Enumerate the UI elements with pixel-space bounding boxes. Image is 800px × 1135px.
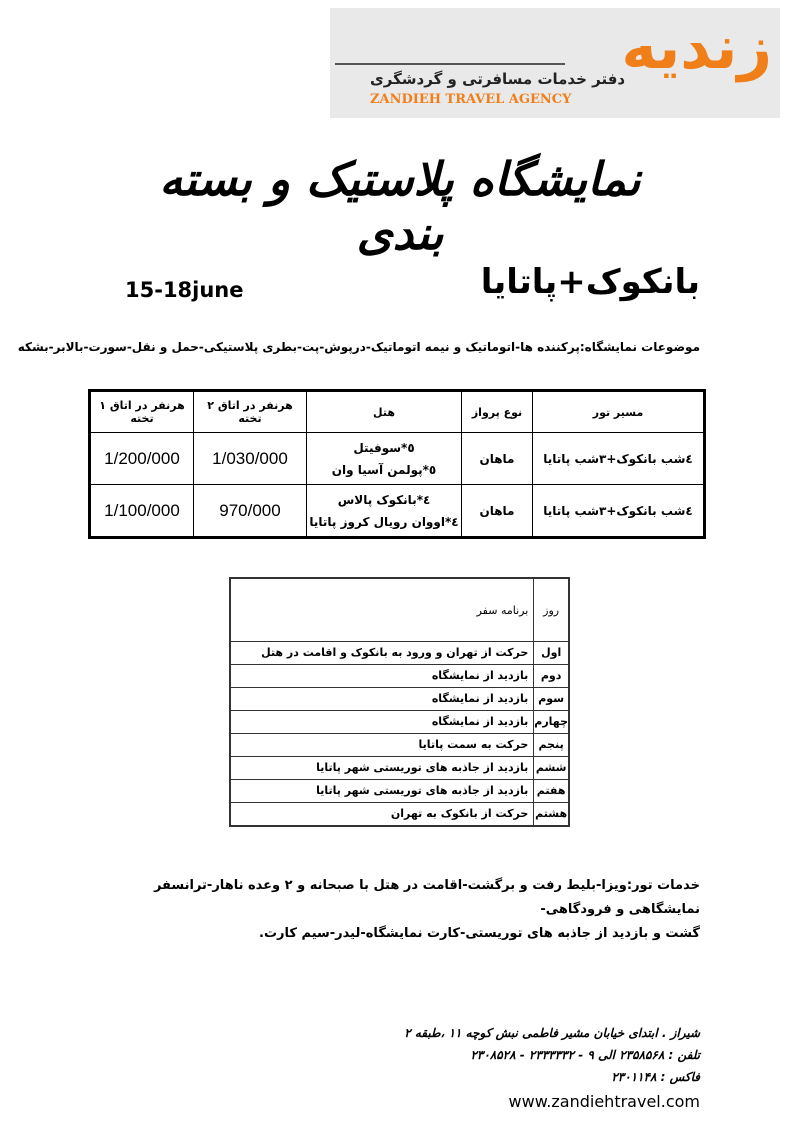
itinerary-header xyxy=(230,578,569,642)
exhibition-topics: موضوعات نمایشگاه:پرکننده ها-اتوماتیک و نیمه اتوماتیک-درپوش-پت-بطری پلاستیکی-حمل و نقل-سورت-بالابر-بشکه xyxy=(17,340,700,354)
cell-plan: حرکت از بانکوک به تهران xyxy=(230,802,534,826)
hotel-name: ٥*سوفیتل xyxy=(353,440,415,455)
cell-single-price: 1/100/000 xyxy=(91,485,194,537)
header-plan: برنامه سفر xyxy=(230,578,534,642)
cell-day: هشتم xyxy=(534,802,569,826)
cell-hotel xyxy=(307,485,462,537)
price-table-header xyxy=(91,392,704,433)
cell-airline: ماهان xyxy=(462,485,533,537)
agency-logo xyxy=(330,8,780,118)
table-row xyxy=(230,756,569,779)
table-row xyxy=(230,802,569,826)
cell-plan: بازدید از جاذبه های توریستی شهر پاتایا xyxy=(230,756,534,779)
header-airline: نوع پرواز xyxy=(462,392,533,433)
tour-services xyxy=(90,874,700,946)
page-title: نمایشگاه پلاستیک و بسته بندی xyxy=(159,152,641,260)
cell-plan: بازدید از جاذبه های توریستی شهر پاتایا xyxy=(230,779,534,802)
fax-text: فاکس : ۲۳۰۱۱۴۸ xyxy=(611,1070,700,1084)
table-row xyxy=(230,687,569,710)
header-day: روز xyxy=(534,578,569,642)
header-single: هرنفر در اتاق ۱ تخته xyxy=(91,392,194,433)
table-row xyxy=(91,433,704,485)
cell-hotel xyxy=(307,433,462,485)
cell-plan: بازدید از نمایشگاه xyxy=(230,687,534,710)
cell-day: دوم xyxy=(534,664,569,687)
cell-day: چهارم xyxy=(534,710,569,733)
website-link[interactable]: www.zandiehtravel.com xyxy=(508,1092,700,1111)
contact-block xyxy=(404,1022,700,1088)
cell-double-price: 1/030/000 xyxy=(194,433,307,485)
cell-plan: بازدید از نمایشگاه xyxy=(230,710,534,733)
header-hotel: هتل xyxy=(307,392,462,433)
services-line: خدمات تور:ویزا-بلیط رفت و برگشت-اقامت در هتل با صبحانه و ۲ وعده ناهار-ترانسفر نمایشگاهی و فرودگاهی- xyxy=(153,878,700,917)
table-row xyxy=(230,779,569,802)
cell-plan: حرکت از تهران و ورود به بانکوک و اقامت در هتل xyxy=(230,642,534,665)
date-title: 15-18june xyxy=(125,278,244,302)
table-row xyxy=(230,733,569,756)
cell-route: ٤شب بانکوک+۳شب پاتایا xyxy=(533,485,704,537)
cell-day: هفتم xyxy=(534,779,569,802)
table-row xyxy=(230,642,569,665)
cell-day: سوم xyxy=(534,687,569,710)
services-line: گشت و بازدید از جاذبه های توریستی-کارت نمایشگاه-لیدر-سیم کارت. xyxy=(259,926,700,941)
hotel-name: ٥*پولمن آسیا وان xyxy=(331,462,437,477)
header-double: هرنفر در اتاق ۲ تخته xyxy=(194,392,307,433)
cell-day: ششم xyxy=(534,756,569,779)
hotel-name: ٤*اووان رویال کروز پاتایا xyxy=(309,514,459,529)
cell-airline: ماهان xyxy=(462,433,533,485)
logo-divider xyxy=(335,63,565,65)
itinerary-table xyxy=(229,577,570,827)
cell-plan: بازدید از نمایشگاه xyxy=(230,664,534,687)
cell-day: پنجم xyxy=(534,733,569,756)
logo-subtitle-en: ZANDIEH TRAVEL AGENCY xyxy=(370,92,572,107)
cell-plan: حرکت به سمت پاتایا xyxy=(230,733,534,756)
table-row xyxy=(230,710,569,733)
phone-text: تلفن : ۲۳۵۸۵۶۸ الی ۹ - ۲۳۳۳۳۳۲ - ۲۳۰۸۵۲۸ xyxy=(470,1048,700,1062)
cell-route: ٤شب بانکوک+۳شب پاتایا xyxy=(533,433,704,485)
hotel-name: ٤*بانکوک پالاس xyxy=(337,492,431,507)
price-table xyxy=(88,389,706,539)
route-title: بانکوک+پاتایا xyxy=(480,262,700,302)
address-text: شیراز . ابتدای خیابان مشیر فاطمی نبش کوچه ۱۱ ،طبقه ۲ xyxy=(404,1026,700,1040)
cell-double-price: 970/000 xyxy=(194,485,307,537)
cell-single-price: 1/200/000 xyxy=(91,433,194,485)
cell-day: اول xyxy=(534,642,569,665)
header-route: مسیر تور xyxy=(533,392,704,433)
logo-subtitle-fa: دفتر خدمات مسافرتی و گردشگری xyxy=(370,70,626,88)
table-row xyxy=(230,664,569,687)
table-row xyxy=(91,485,704,537)
logo-brand-text: زندیه xyxy=(621,13,772,83)
